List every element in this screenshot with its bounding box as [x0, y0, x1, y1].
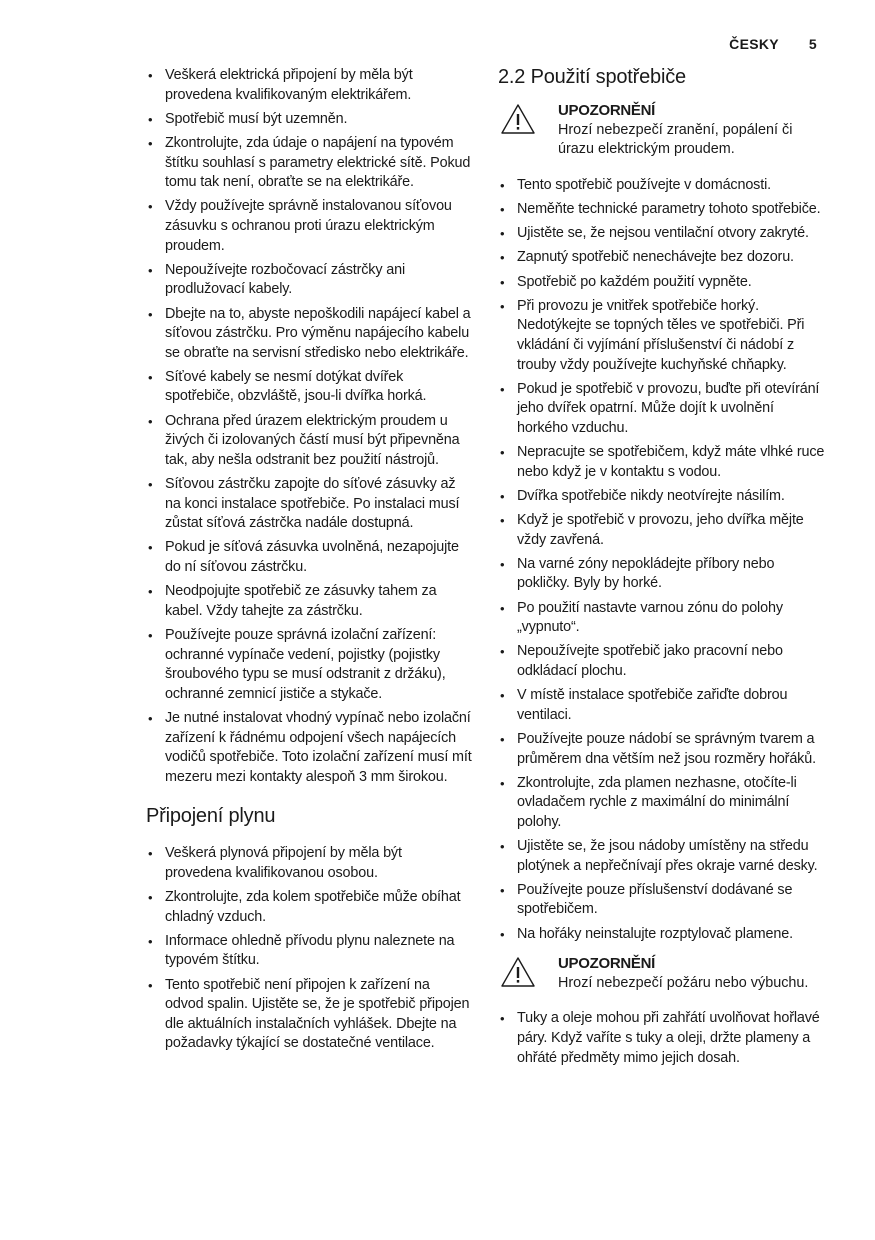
- list-item: • V místě instalace spotřebiče zařiďte dobrou ventilaci.: [498, 686, 828, 725]
- list-item: • Síťovou zástrčku zapojte do síťové zásuvky až na konci instalace spotřebiče. Po instalaci musí zůstat síťová zástrčka nadále dostupná.: [146, 475, 472, 534]
- warning-box-fire: [498, 954, 828, 993]
- list-item: • Veškerá plynová připojení by měla být provedena kvalifikovanou osobou.: [146, 844, 472, 883]
- warning-triangle-icon: [500, 956, 536, 988]
- list-item: • Informace ohledně přívodu plynu naleznete na typovém štítku.: [146, 932, 472, 971]
- list-item: • Nepoužívejte spotřebič jako pracovní nebo odkládací plochu.: [498, 642, 828, 681]
- left-column: [146, 66, 472, 1059]
- list-item: • Zkontrolujte, zda kolem spotřebiče může obíhat chladný vzduch.: [146, 888, 472, 927]
- warning-text: Hrozí nebezpečí zranění, popálení či úrazu elektrickým proudem.: [558, 121, 793, 158]
- list-item: • Veškerá elektrická připojení by měla být provedena kvalifikovaným elektrikářem.: [146, 66, 472, 105]
- list-item: • Pokud je spotřebič v provozu, buďte při otevírání jeho dvířek opatrní. Může dojít k uvolnění horkého vzduchu.: [498, 380, 828, 439]
- list-item: • Spotřebič musí být uzemněn.: [146, 110, 472, 130]
- warning-triangle-icon: [500, 103, 536, 135]
- list-item: • Dvířka spotřebiče nikdy neotvírejte násilím.: [498, 487, 828, 507]
- list-item: • Tuky a oleje mohou při zahřátí uvolňovat hořlavé páry. Když vaříte s tuky a oleji, držte plameny a ohřáté předměty mimo jejich dosah.: [498, 1009, 828, 1068]
- list-item: • Dbejte na to, abyste nepoškodili napájecí kabel a síťovou zástrčku. Pro výměnu napájecího kabelu se obraťte na servisní středisko nebo elektrikáře.: [146, 305, 472, 364]
- list-item: • Po použití nastavte varnou zónu do polohy „vypnuto“.: [498, 599, 828, 638]
- list-item: • Tento spotřebič používejte v domácnosti.: [498, 176, 828, 196]
- list-item: • Síťové kabely se nesmí dotýkat dvířek spotřebiče, obzvláště, jsou-li dvířka horká.: [146, 368, 472, 407]
- list-item: • Tento spotřebič není připojen k zařízení na odvod spalin. Ujistěte se, že je spotřebič připojen dle aktuálních instalačních vyhlášek. Dbejte na požadavky týkající se dostatečné ventilace.: [146, 976, 472, 1054]
- language-label: ČESKY: [729, 36, 779, 52]
- list-item: • Zkontrolujte, zda plamen nezhasne, otočíte-li ovladačem rychle z maximální do minimální polohy.: [498, 774, 828, 833]
- list-item: • Na varné zóny nepokládejte příbory nebo pokličky. Byly by horké.: [498, 555, 828, 594]
- section-number: 2.2: [498, 66, 526, 88]
- gas-connection-title: Připojení plynu: [146, 805, 276, 828]
- list-item: • Ujistěte se, že nejsou ventilační otvory zakryté.: [498, 224, 828, 244]
- list-item: • Nepoužívejte rozbočovací zástrčky ani prodlužovací kabely.: [146, 261, 472, 300]
- list-item: • Používejte pouze nádobí se správným tvarem a průměrem dna větším než jsou rozměry hořáků.: [498, 730, 828, 769]
- warning-box-injury: [498, 101, 828, 160]
- usage-safety-list: [498, 176, 828, 944]
- list-item: • Ochrana před úrazem elektrickým proudem u živých či izolovaných částí musí být připevněna tak, aby nešla odstranit bez použití nástrojů.: [146, 412, 472, 471]
- list-item: • Ujistěte se, že jsou nádoby umístěny na středu plotýnek a nepřečnívají přes okraje varné desky.: [498, 837, 828, 876]
- section-title-text: Použití spotřebiče: [530, 66, 686, 88]
- right-column: [498, 66, 828, 1073]
- list-item: • Zapnutý spotřebič nenechávejte bez dozoru.: [498, 248, 828, 268]
- warning-text: Hrozí nebezpečí požáru nebo výbuchu.: [558, 974, 809, 991]
- list-item: • Zkontrolujte, zda údaje o napájení na typovém štítku souhlasí s parametry elektrické sítě. Pokud tomu tak není, obraťte se na elektrikáře.: [146, 134, 472, 193]
- list-item: • Neměňte technické parametry tohoto spotřebiče.: [498, 200, 828, 220]
- page-number: 5: [808, 36, 817, 52]
- list-item: • Nepracujte se spotřebičem, když máte vlhké ruce nebo když je v kontaktu s vodou.: [498, 443, 828, 482]
- list-item: • Vždy používejte správně instalovanou síťovou zásuvku s ochranou proti úrazu elektrickým proudem.: [146, 197, 472, 256]
- list-item: • Neodpojujte spotřebič ze zásuvky tahem za kabel. Vždy tahejte za zástrčku.: [146, 582, 472, 621]
- list-item: • Používejte pouze příslušenství dodávané se spotřebičem.: [498, 881, 828, 920]
- fire-safety-list: [498, 1009, 828, 1068]
- gas-connection-list: [146, 844, 472, 1054]
- list-item: • Spotřebič po každém použití vypněte.: [498, 273, 828, 293]
- list-item: • Je nutné instalovat vhodný vypínač nebo izolační zařízení k řádnému odpojení všech napájecích vodičů spotřebiče. Toto izolační zařízení musí mít mezeru mezi kontakty alespoň 3 mm širokou.: [146, 709, 472, 787]
- list-item: • Používejte pouze správná izolační zařízení: ochranné vypínače vedení, pojistky (pojistky šroubového typu se musí odstranit z držáku), ochranné zemnicí jističe a stykače.: [146, 626, 472, 704]
- list-item: • Pokud je síťová zásuvka uvolněná, nezapojujte do ní síťovou zástrčku.: [146, 538, 472, 577]
- electrical-safety-list: [146, 66, 472, 787]
- list-item: • Na hořáky neinstalujte rozptylovač plamene.: [498, 925, 828, 945]
- warning-title: UPOZORNĚNÍ: [558, 102, 656, 119]
- page-header: [729, 36, 817, 52]
- list-item: • Při provozu je vnitřek spotřebiče horký. Nedotýkejte se topných těles ve spotřebiči. Při vkládání či vyjímání příslušenství či nádobí z trouby vždy používejte kuchyňské chňapky.: [498, 297, 828, 375]
- warning-title: UPOZORNĚNÍ: [558, 955, 656, 973]
- section-title: [498, 66, 828, 89]
- list-item: • Když je spotřebič v provozu, jeho dvířka mějte vždy zavřená.: [498, 511, 828, 550]
